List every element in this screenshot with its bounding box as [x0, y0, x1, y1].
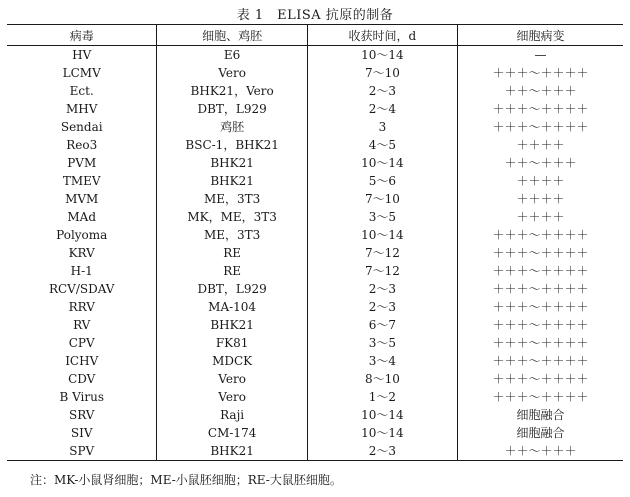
table-row: [7, 334, 623, 352]
cell-cytopathic-effect: ＋＋＋＋: [457, 190, 623, 208]
cell-virus: CPV: [68, 336, 95, 350]
table-row: [7, 46, 623, 65]
table-row: [7, 154, 623, 172]
table-row: [7, 100, 623, 118]
cell-virus: ICHV: [65, 354, 99, 368]
cell-cytopathic-effect: ＋＋＋～＋＋＋＋: [457, 100, 623, 118]
cell-cytopathic-effect: ＋＋＋～＋＋＋＋: [457, 316, 623, 334]
cell-cell-line: BSC-1，BHK21: [157, 136, 307, 154]
cell-cell-line: RE: [157, 262, 307, 280]
table-row: [7, 424, 623, 442]
cell-cytopathic-effect: ＋＋～＋＋＋: [457, 154, 623, 172]
table-row: [7, 226, 623, 244]
cell-cytopathic-effect: 细胞融合: [457, 406, 623, 424]
table-row: [7, 406, 623, 424]
cell-harvest-time: 10～14: [307, 226, 457, 244]
cell-virus: SRV: [68, 408, 95, 422]
cell-cell-line: BHK21，Vero: [157, 82, 307, 100]
cell-harvest-time: 2～3: [307, 82, 457, 100]
table-row: [7, 280, 623, 298]
cell-cytopathic-effect: ＋＋～＋＋＋: [457, 442, 623, 461]
cell-harvest-time: 2～4: [307, 100, 457, 118]
cell-cell-line: DBT，L929: [157, 100, 307, 118]
cell-harvest-time: 6～7: [307, 316, 457, 334]
table-row: [7, 64, 623, 82]
table-row: [7, 244, 623, 262]
table-row: [7, 298, 623, 316]
cell-cytopathic-effect: 细胞融合: [457, 424, 623, 442]
cell-virus: LCMV: [62, 66, 101, 80]
cell-harvest-time: 10～14: [307, 154, 457, 172]
cell-virus: MHV: [66, 102, 98, 116]
cell-cytopathic-effect: —: [457, 46, 623, 65]
cell-harvest-time: 2～3: [307, 442, 457, 461]
cell-virus: Polyoma: [56, 228, 108, 242]
cell-cell-line: Raji: [157, 406, 307, 424]
cell-harvest-time: 3～5: [307, 208, 457, 226]
cell-cell-line: DBT，L929: [157, 280, 307, 298]
table-row: [7, 118, 623, 136]
cell-cytopathic-effect: ＋＋＋～＋＋＋＋: [457, 118, 623, 136]
header-row: [7, 25, 623, 46]
cell-cell-line: ME，3T3: [157, 226, 307, 244]
table-note: 注：MK-小鼠肾细胞；ME-小鼠胚细胞；RE-大鼠胚细胞。: [30, 473, 342, 487]
cell-virus: SIV: [70, 426, 93, 440]
cell-cell-line: BHK21: [157, 442, 307, 461]
table-row: [7, 370, 623, 388]
cell-harvest-time: 10～14: [307, 406, 457, 424]
cell-cytopathic-effect: ＋＋＋～＋＋＋＋: [457, 262, 623, 280]
cell-virus: Sendai: [60, 120, 103, 134]
cell-cell-line: E6: [157, 46, 307, 65]
table-row: [7, 442, 623, 461]
cell-harvest-time: 7～12: [307, 262, 457, 280]
cell-cytopathic-effect: ＋＋＋～＋＋＋＋: [457, 244, 623, 262]
cell-cell-line: 鸡胚: [157, 118, 307, 136]
cell-cell-line: ME，3T3: [157, 190, 307, 208]
cell-virus: PVM: [67, 156, 97, 170]
cell-cytopathic-effect: ＋＋＋～＋＋＋＋: [457, 298, 623, 316]
cell-virus: CDV: [68, 372, 96, 386]
cell-harvest-time: 7～10: [307, 190, 457, 208]
cell-cell-line: RE: [157, 244, 307, 262]
table-row: [7, 208, 623, 226]
cell-harvest-time: 3～5: [307, 334, 457, 352]
elisa-antigen-table: [7, 24, 623, 461]
table-row: [7, 82, 623, 100]
cell-cell-line: BHK21: [157, 154, 307, 172]
table-row: [7, 262, 623, 280]
cell-virus: MVM: [65, 192, 99, 206]
cell-cell-line: MK，ME，3T3: [157, 208, 307, 226]
cell-cytopathic-effect: ＋＋＋～＋＋＋＋: [457, 64, 623, 82]
cell-cytopathic-effect: ＋＋＋～＋＋＋＋: [457, 226, 623, 244]
cell-cytopathic-effect: ＋＋＋～＋＋＋＋: [457, 370, 623, 388]
cell-virus: Reo3: [66, 138, 98, 152]
cell-cell-line: FK81: [157, 334, 307, 352]
cell-harvest-time: 4～5: [307, 136, 457, 154]
cell-cell-line: CM-174: [157, 424, 307, 442]
cell-virus: RV: [73, 318, 91, 332]
cell-virus: B Virus: [59, 390, 104, 404]
cell-virus: SPV: [7, 442, 157, 461]
cell-cytopathic-effect: ＋＋＋～＋＋＋＋: [457, 334, 623, 352]
cell-harvest-time: 8～10: [307, 370, 457, 388]
cell-cell-line: BHK21: [157, 316, 307, 334]
cell-harvest-time: 2～3: [307, 298, 457, 316]
cell-harvest-time: 3～4: [307, 352, 457, 370]
cell-cell-line: BHK21: [157, 172, 307, 190]
cell-virus: HV: [72, 48, 92, 62]
cell-cytopathic-effect: ＋＋＋～＋＋＋＋: [457, 388, 623, 406]
table-body: [7, 46, 623, 461]
cell-virus: RRV: [68, 300, 95, 314]
header-cytopathic-effect: 细胞病变: [457, 25, 623, 46]
cell-cytopathic-effect: ＋＋＋～＋＋＋＋: [457, 280, 623, 298]
cell-cytopathic-effect: ＋＋＋＋: [457, 208, 623, 226]
header-harvest-time: 收获时间，d: [307, 25, 457, 46]
cell-harvest-time: 1～2: [307, 388, 457, 406]
cell-virus: RCV/SDAV: [48, 282, 115, 296]
cell-virus: H-1: [70, 264, 93, 278]
cell-virus: Ect.: [69, 84, 94, 98]
table-container: [7, 24, 623, 461]
cell-cell-line: Vero: [157, 64, 307, 82]
header-virus: 病毒: [7, 25, 157, 46]
cell-virus: KRV: [68, 246, 95, 260]
cell-harvest-time: 5～6: [307, 172, 457, 190]
cell-cell-line: MDCK: [157, 352, 307, 370]
cell-harvest-time: 2～3: [307, 280, 457, 298]
table-caption: 表 1 ELISA 抗原的制备: [236, 8, 394, 23]
table-row: [7, 190, 623, 208]
cell-cell-line: Vero: [157, 388, 307, 406]
cell-harvest-time: 10～14: [307, 424, 457, 442]
cell-cell-line: Vero: [157, 370, 307, 388]
cell-cytopathic-effect: ＋＋＋～＋＋＋＋: [457, 352, 623, 370]
cell-harvest-time: 7～12: [307, 244, 457, 262]
table-row: [7, 172, 623, 190]
cell-cell-line: MA-104: [157, 298, 307, 316]
cell-cytopathic-effect: ＋＋～＋＋＋: [457, 82, 623, 100]
table-row: [7, 388, 623, 406]
table-row: [7, 316, 623, 334]
table-row: [7, 136, 623, 154]
cell-harvest-time: 10～14: [307, 46, 457, 65]
cell-virus: TMEV: [62, 174, 101, 188]
header-cell: 细胞、鸡胚: [157, 25, 307, 46]
cell-cytopathic-effect: ＋＋＋＋: [457, 136, 623, 154]
cell-virus: MAd: [67, 210, 97, 224]
cell-cytopathic-effect: ＋＋＋＋: [457, 172, 623, 190]
table-row: [7, 352, 623, 370]
cell-harvest-time: 7～10: [307, 64, 457, 82]
cell-harvest-time: 3: [307, 118, 457, 136]
